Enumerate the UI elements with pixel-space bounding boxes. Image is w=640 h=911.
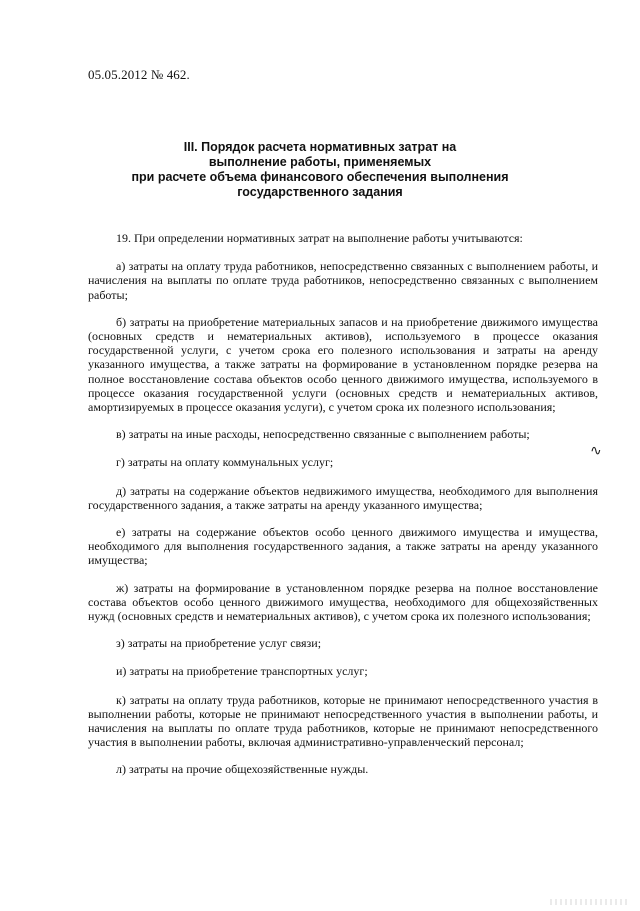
- paragraph-k: к) затраты на оплату труда работников, которые не принимают непосредственного участия в выполнении работы, которые не принимают непосредственного участия в выполнении работы, и начисления на выплаты по оплате труда работников, которые не принимают непосредственного участия в выполнении работы, включая административно-управленческий персонал;: [88, 692, 598, 750]
- document-body: [88, 231, 598, 791]
- paragraph-v: в) затраты на иные расходы, непосредственно связанные с выполнением работы;: [116, 427, 530, 442]
- heading-line-1: III. Порядок расчета нормативных затрат на: [183, 140, 457, 154]
- heading-line-3: при расчете объема финансового обеспечения выполнения: [131, 170, 509, 184]
- handwritten-mark-icon: ∿: [590, 443, 602, 459]
- paragraph-zh: ж) затраты на формирование в установленном порядке резерва на полное восстановление состава объектов особо ценного движимого имущества, необходимого для общехозяйственных нужд (основных средств и нематериальных активов), с учетом срока их полезного использования;: [88, 580, 598, 624]
- heading-line-4: государственного задания: [237, 185, 403, 199]
- paragraph-z: з) затраты на приобретение услуг связи;: [116, 636, 322, 651]
- paragraph-g: г) затраты на оплату коммунальных услуг;: [116, 455, 334, 470]
- paragraph-i: и) затраты на приобретение транспортных услуг;: [116, 664, 368, 679]
- paragraph-b: б) затраты на приобретение материальных запасов и на приобретение движимого имущества (основных средств и нематериальных активов), используемого в процессе оказания государственной услуги, с учетом срока его полезного использования и затраты на аренду указанного имущества, а также затраты на формирование в установленном порядке резерва на полное восстановление состава объектов особо ценного движимого имущества, используемого в процессе оказания государственной услуги (основных средств и нематериальных активов, амортизируемых в процессе оказания услуги), с учетом срока их полезного использования;: [88, 314, 598, 415]
- section-heading: [80, 140, 560, 200]
- scan-noise: [550, 899, 630, 905]
- paragraph-d: д) затраты на содержание объектов недвижимого имущества, необходимого для выполнения государственного задания, а также затраты на аренду указанного имущества;: [88, 483, 598, 512]
- paragraph-l: л) затраты на прочие общехозяйственные нужды.: [116, 762, 369, 777]
- document-reference: 05.05.2012 № 462.: [88, 67, 190, 82]
- paragraph-a: а) затраты на оплату труда работников, непосредственно связанных с выполнением работы, и начисления на выплаты по оплате труда работников, непосредственно связанных с выполнением работы;: [88, 259, 598, 302]
- paragraph-19: 19. При определении нормативных затрат на выполнение работы учитываются:: [116, 231, 523, 245]
- heading-line-2: выполнение работы, применяемых: [208, 155, 432, 169]
- paragraph-e: е) затраты на содержание объектов особо ценного движимого имущества и имущества, необходимого для выполнения государственного задания, а также затраты на аренду указанного имущества;: [88, 525, 598, 568]
